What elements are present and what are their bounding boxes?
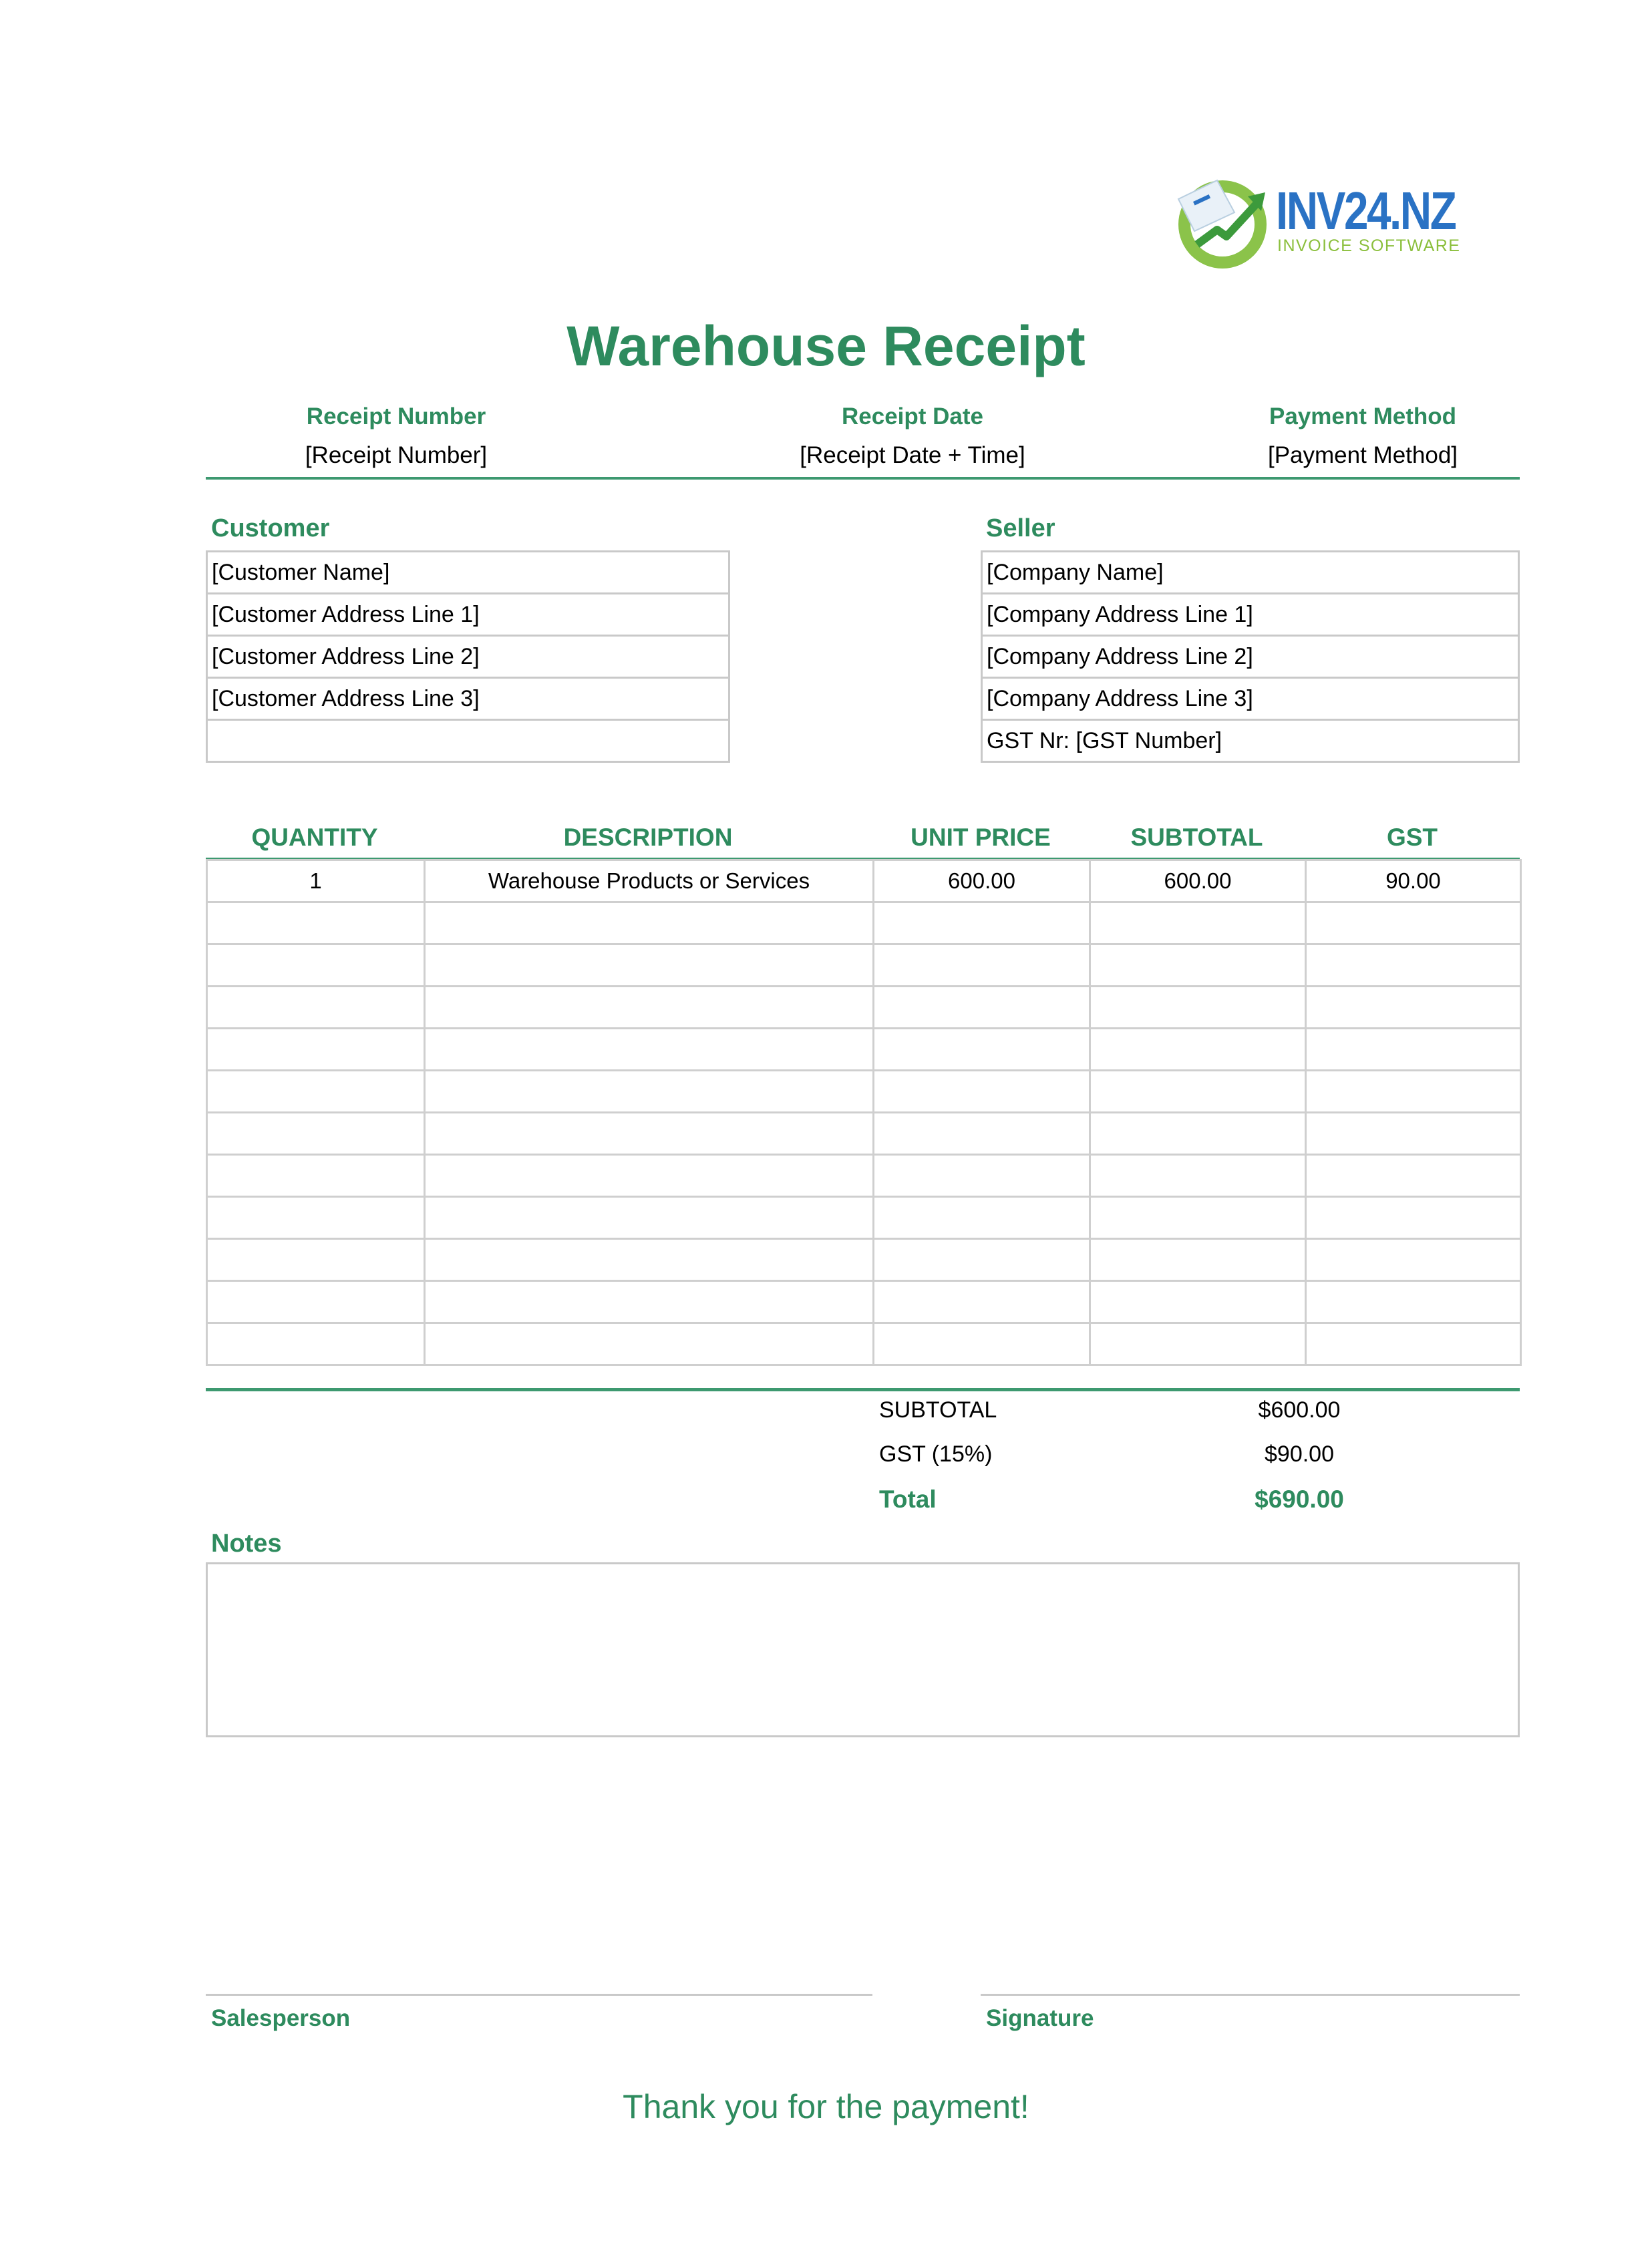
payment-method-label: Payment Method bbox=[1269, 403, 1457, 429]
document-title: Warehouse Receipt bbox=[566, 315, 1086, 377]
cell-description bbox=[425, 902, 874, 944]
col-header-unit-price: UNIT PRICE bbox=[911, 824, 1051, 851]
cell-gst bbox=[1306, 1029, 1521, 1071]
cell-description bbox=[425, 1113, 874, 1155]
cell-unit-price bbox=[874, 1239, 1090, 1281]
signature-line bbox=[981, 1994, 1520, 1996]
cell-gst bbox=[1306, 1281, 1521, 1323]
cell-subtotal bbox=[1090, 1239, 1306, 1281]
gst-label: GST (15%) bbox=[879, 1441, 993, 1467]
seller-label: Seller bbox=[986, 514, 1055, 542]
table-row bbox=[207, 1113, 1521, 1155]
salesperson-label: Salesperson bbox=[211, 2005, 351, 2031]
table-row bbox=[207, 860, 1521, 902]
cell-gst bbox=[1306, 1197, 1521, 1239]
cell-description: Warehouse Products or Services bbox=[425, 860, 874, 902]
logo-subtitle: INVOICE SOFTWARE bbox=[1277, 236, 1461, 255]
cell-quantity bbox=[207, 1155, 425, 1197]
cell-unit-price bbox=[874, 1197, 1090, 1239]
table-row bbox=[207, 1197, 1521, 1239]
customer-address-line-3: [Customer Address Line 3] bbox=[207, 678, 729, 720]
subtotal-label: SUBTOTAL bbox=[879, 1397, 997, 1423]
cell-subtotal bbox=[1090, 1323, 1306, 1365]
seller-box bbox=[981, 550, 1520, 763]
customer-extra-line bbox=[207, 720, 729, 762]
cell-unit-price: 600.00 bbox=[874, 860, 1090, 902]
seller-gst-number: GST Nr: [GST Number] bbox=[982, 720, 1519, 762]
receipt-number-label: Receipt Number bbox=[306, 403, 486, 429]
cell-quantity bbox=[207, 987, 425, 1029]
items-bottom-rule bbox=[206, 1388, 1520, 1391]
notes-box bbox=[206, 1562, 1520, 1737]
table-row bbox=[207, 1281, 1521, 1323]
items-table bbox=[206, 859, 1522, 1366]
customer-address-line-2: [Customer Address Line 2] bbox=[207, 636, 729, 678]
table-row bbox=[207, 1071, 1521, 1113]
cell-gst bbox=[1306, 1113, 1521, 1155]
total-value: $690.00 bbox=[1255, 1486, 1344, 1513]
cell-unit-price bbox=[874, 1113, 1090, 1155]
cell-quantity bbox=[207, 1197, 425, 1239]
cell-subtotal bbox=[1090, 1029, 1306, 1071]
customer-label: Customer bbox=[211, 514, 330, 542]
cell-quantity bbox=[207, 1281, 425, 1323]
cell-quantity bbox=[207, 902, 425, 944]
salesperson-line bbox=[206, 1994, 872, 1996]
cell-quantity bbox=[207, 1239, 425, 1281]
payment-method-value: [Payment Method] bbox=[1267, 442, 1458, 468]
cell-unit-price bbox=[874, 944, 1090, 987]
cell-description bbox=[425, 1239, 874, 1281]
customer-address-line-1: [Customer Address Line 1] bbox=[207, 594, 729, 636]
seller-company-name: [Company Name] bbox=[982, 552, 1519, 594]
col-header-subtotal: SUBTOTAL bbox=[1130, 824, 1263, 851]
cell-subtotal bbox=[1090, 1155, 1306, 1197]
cell-quantity bbox=[207, 1323, 425, 1365]
cell-quantity bbox=[207, 1071, 425, 1113]
cell-description bbox=[425, 944, 874, 987]
customer-box bbox=[206, 550, 730, 763]
table-row bbox=[207, 944, 1521, 987]
cell-unit-price bbox=[874, 1071, 1090, 1113]
col-header-gst: GST bbox=[1386, 824, 1438, 851]
cell-subtotal bbox=[1090, 1071, 1306, 1113]
cell-subtotal bbox=[1090, 1281, 1306, 1323]
meta-divider bbox=[206, 477, 1520, 480]
table-row bbox=[207, 1155, 1521, 1197]
seller-address-line-3: [Company Address Line 3] bbox=[982, 678, 1519, 720]
cell-gst bbox=[1306, 944, 1521, 987]
cell-unit-price bbox=[874, 1029, 1090, 1071]
cell-unit-price bbox=[874, 1281, 1090, 1323]
cell-gst bbox=[1306, 987, 1521, 1029]
table-row bbox=[207, 1029, 1521, 1071]
cell-gst bbox=[1306, 1155, 1521, 1197]
signature-label: Signature bbox=[986, 2005, 1094, 2031]
cell-quantity bbox=[207, 944, 425, 987]
cell-description bbox=[425, 1029, 874, 1071]
notes-label: Notes bbox=[211, 1530, 282, 1558]
cell-description bbox=[425, 1281, 874, 1323]
table-row bbox=[207, 1239, 1521, 1281]
cell-unit-price bbox=[874, 1323, 1090, 1365]
cell-subtotal bbox=[1090, 1113, 1306, 1155]
table-row bbox=[207, 987, 1521, 1029]
thank-you-message: Thank you for the payment! bbox=[623, 2088, 1029, 2125]
gst-value: $90.00 bbox=[1265, 1441, 1334, 1467]
cell-description bbox=[425, 1071, 874, 1113]
col-header-quantity: QUANTITY bbox=[251, 824, 378, 851]
cell-gst bbox=[1306, 1239, 1521, 1281]
total-label: Total bbox=[879, 1486, 937, 1513]
cell-description bbox=[425, 987, 874, 1029]
cell-quantity bbox=[207, 1113, 425, 1155]
cell-subtotal bbox=[1090, 1197, 1306, 1239]
cell-description bbox=[425, 1323, 874, 1365]
company-logo bbox=[1170, 172, 1484, 273]
cell-unit-price bbox=[874, 1155, 1090, 1197]
receipt-number-value: [Receipt Number] bbox=[305, 442, 488, 468]
cell-quantity bbox=[207, 1029, 425, 1071]
customer-name: [Customer Name] bbox=[207, 552, 729, 594]
cell-gst bbox=[1306, 902, 1521, 944]
cell-gst bbox=[1306, 1323, 1521, 1365]
cell-subtotal: 600.00 bbox=[1090, 860, 1306, 902]
seller-address-line-1: [Company Address Line 1] bbox=[982, 594, 1519, 636]
cell-gst: 90.00 bbox=[1306, 860, 1521, 902]
subtotal-value: $600.00 bbox=[1258, 1397, 1341, 1423]
receipt-date-value: [Receipt Date + Time] bbox=[800, 442, 1025, 468]
receipt-date-label: Receipt Date bbox=[841, 403, 984, 429]
cell-unit-price bbox=[874, 902, 1090, 944]
table-row bbox=[207, 902, 1521, 944]
cell-description bbox=[425, 1197, 874, 1239]
logo-icon bbox=[1170, 172, 1277, 273]
cell-quantity: 1 bbox=[207, 860, 425, 902]
cell-subtotal bbox=[1090, 944, 1306, 987]
table-row bbox=[207, 1323, 1521, 1365]
cell-gst bbox=[1306, 1071, 1521, 1113]
logo-wordmark: INV24.NZ bbox=[1276, 181, 1456, 240]
cell-description bbox=[425, 1155, 874, 1197]
cell-subtotal bbox=[1090, 987, 1306, 1029]
cell-unit-price bbox=[874, 987, 1090, 1029]
cell-subtotal bbox=[1090, 902, 1306, 944]
col-header-description: DESCRIPTION bbox=[563, 824, 733, 851]
seller-address-line-2: [Company Address Line 2] bbox=[982, 636, 1519, 678]
